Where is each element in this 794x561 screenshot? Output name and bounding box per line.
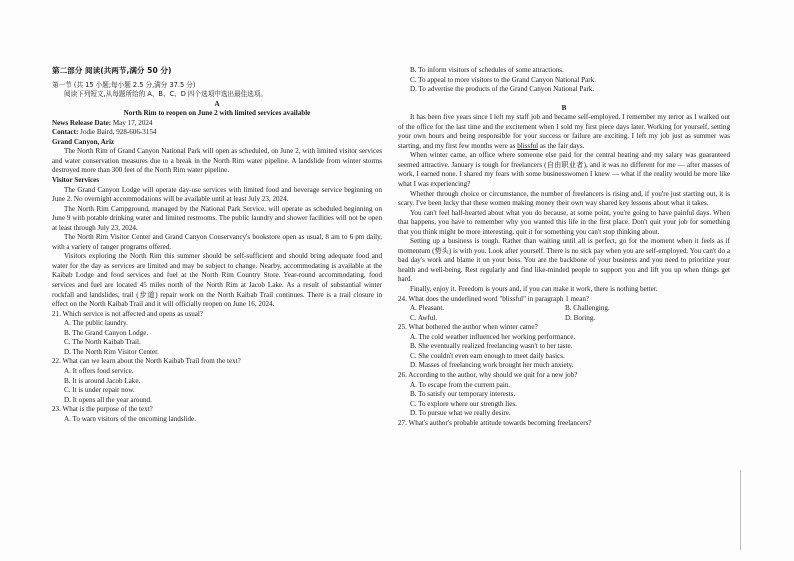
question-27: 27. What's author's probable attitude towards becoming freelancers? bbox=[398, 418, 592, 427]
option: D. It opens all the year around. bbox=[64, 395, 152, 404]
paragraph: You can't feel half-hearted about what you do because, at some point, you're going to have painful days. When that happens, you have to remember why you wanted this life in the first place. Don't quit your job for something that you think might be more interesting, quit it for something you can't stop thinking about. bbox=[398, 208, 730, 236]
contact-label: Contact: bbox=[52, 128, 79, 137]
paragraph: The Grand Canyon Lodge will operate day-use services with limited food and beverage service beginning on June 2. No overnight accommodations will be available until at least July 23, 2024. bbox=[52, 185, 382, 204]
option: D. Masses of freelancing work brought her much anxiety. bbox=[410, 361, 574, 370]
question-26: 26. According to the author, why should we quit for a new job? bbox=[398, 370, 578, 379]
option: A. To escape from the current pain. bbox=[410, 380, 511, 389]
option: A. To warn visitors of the oncoming landslide. bbox=[64, 414, 196, 423]
release-label: News Release Date: bbox=[52, 118, 112, 127]
question-23: 23. What is the purpose of the text? bbox=[52, 405, 153, 414]
option: B. To inform visitors of schedules of some attractions. bbox=[410, 66, 564, 74]
paragraph: Finally, enjoy it. Freedom is yours and, if you can make it work, there is nothing better. bbox=[410, 285, 658, 294]
question-22: 22. What can we learn about the North Kaibab Trail from the text? bbox=[52, 357, 241, 366]
option: B. She eventually realized freelancing wasn't to her taste. bbox=[410, 342, 573, 351]
option-row bbox=[398, 314, 730, 324]
paragraph: When winter came, an office where someone else paid for the central heating and my salary was guaranteed seemed attractive. January is tough for freelancers (自由职业者), and it was no different for me — after masses of work, I earned none. I shared my fears with some businesswomen I knew — what if the reality would be more like what I was experiencing? bbox=[398, 151, 730, 189]
paragraph: Whether through choice or circumstance, the number of freelancers is rising and, if you're just starting out, it is scary. I've been lucky that these women making money their own way shared key lessons about what it takes. bbox=[398, 189, 730, 208]
option: A. The cold weather influenced her working performance. bbox=[410, 332, 576, 341]
paragraph: The North Rim Visitor Center and Grand Canyon Conservancy's bookstore open as usual, 8 am to 6 pm daily, with a variety of ranger programs offered. bbox=[52, 233, 382, 251]
passage-title: North Rim to reopen on June 2 with limited services available bbox=[123, 109, 311, 118]
option: D. To advertise the products of the Grand Canyon National Park. bbox=[410, 85, 595, 94]
option: A. The public laundry. bbox=[64, 319, 128, 328]
passage-letter-a: A bbox=[214, 99, 220, 108]
underlined-word: blissful bbox=[517, 141, 539, 150]
location: Grand Canyon, Ariz bbox=[52, 137, 115, 146]
instruction: 阅读下列短文,从每题所给的 A、B、C、D 四个选项中选出最佳选项。 bbox=[64, 90, 268, 99]
option: D. To pursue what we really desire. bbox=[410, 409, 511, 418]
left-column bbox=[52, 66, 382, 424]
question-21: 21. Which service is not affected and opens as usual? bbox=[52, 309, 204, 318]
option-row bbox=[398, 304, 730, 314]
option: A. It offers food service. bbox=[64, 366, 134, 375]
contact-value: Jodie Baird, 928-606-3154 bbox=[78, 128, 157, 137]
part-heading: 第二部分 阅读(共两节,满分 50 分) bbox=[52, 66, 172, 75]
paragraph: The North Rim Campground, managed by the National Park Service, will operate as scheduled beginning on June 9 with potable drinking water and limited restrooms. The public laundry and shower facilities will not be open at least through July 23, 2024. bbox=[52, 204, 382, 232]
option: C. The North Kaibab Trail. bbox=[64, 338, 141, 347]
paragraph: The North Rim of Grand Canyon National Park will open as scheduled, on June 2, with limited visitor services and water conservation measures due to a break in the North Rim water pipeline. A landslide from winter storms destroyed more than 300 feet of the North Rim water pipeline. bbox=[52, 147, 382, 175]
option: B. Challenging. bbox=[565, 304, 610, 313]
question-24: 24. What does the underlined word "blissful" in paragraph 1 mean? bbox=[398, 294, 590, 303]
option: C. To explore where our strength lies. bbox=[410, 399, 517, 408]
paragraph: Setting up a business is tough. Rather than waiting until all is perfect, go for the moment when it feels as if momentum (势头) is with you. Look after yourself. There is no sick pay when you are self-employed. You can't do a bad day's work and blame it on your boss. You are the backbone of your business and you need to prioritize your health and well-being. Rest regularly and find like-minded people to support you and lift you up when things get hard. bbox=[398, 237, 730, 284]
question-25: 25. What bothered the author when winter came? bbox=[398, 323, 538, 332]
option: A. Pleasant. bbox=[410, 304, 445, 313]
paragraph bbox=[398, 113, 730, 151]
page-edge-line bbox=[740, 470, 741, 550]
passage-letter-b: B bbox=[561, 103, 567, 112]
option: D. The North Rim Visitor Center. bbox=[64, 347, 159, 356]
section-heading: 第一节 (共 15 小题;每小题 2.5 分,满分 37.5 分) bbox=[52, 80, 196, 89]
release-value: May 17, 2024 bbox=[111, 118, 153, 127]
option: C. To appeal to more visitors to the Grand Canyon National Park. bbox=[410, 75, 596, 84]
option: C. She couldn't even earn enough to meet daily basics. bbox=[410, 351, 565, 360]
option: B. The Grand Canyon Lodge. bbox=[64, 328, 149, 337]
contact bbox=[52, 128, 382, 138]
option: B. It is around Jacob Lake. bbox=[64, 376, 141, 385]
release-date bbox=[52, 119, 382, 129]
option: C. It is under repair now. bbox=[64, 386, 135, 395]
right-column bbox=[398, 66, 730, 428]
option: C. Awful. bbox=[410, 313, 438, 322]
paragraph: Visitors exploring the North Rim this summer should be self-sufficient and should bring adequate food and water for the day as services are limited and may be subject to change. Nearby, accommodating is available at the Kaibab Lodge and food services and fuel at the North Rim Country Store. Year-round accommodating, food services and fuel are located 45 miles north of the North Rim at Jacob Lake. As a result of substantial winter rockfall and landslides, trail (步道) repair work on the North Kaibab Trail continues. There is a trail closure in effect on the North Kaibab Trail and it will officially reopen on June 16, 2024. bbox=[52, 252, 382, 309]
section-title-visitor-services: Visitor Services bbox=[52, 176, 100, 185]
option: D. Boring. bbox=[565, 313, 596, 322]
paragraph-text: It has been five years since I left my staff job and became self-employed. I remember my terror as I walked out of the office for the last time and the excitement when I sold my first piece days later. Working for yourself, setting your own hours and being responsible for your success or failure are exciting. I left my job just as summer was starting, and my first few months were as bbox=[398, 113, 730, 150]
paragraph-text: as the fair days. bbox=[538, 141, 585, 150]
option: B. To satisfy our temporary interests. bbox=[410, 390, 516, 399]
